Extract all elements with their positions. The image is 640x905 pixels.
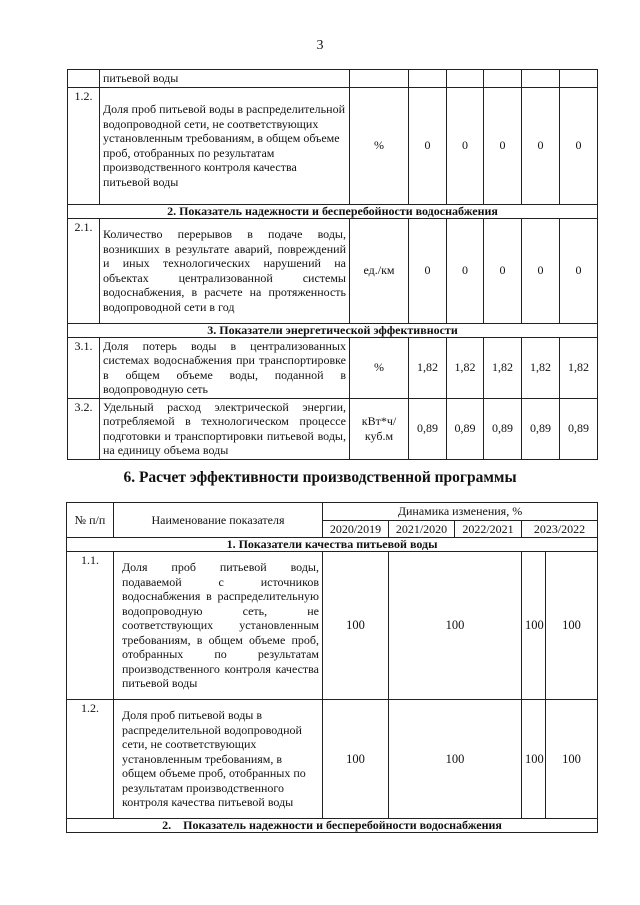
section-title: 3. Показатели энергетической эффективности <box>68 323 598 337</box>
value-cell: 0,89 <box>484 398 522 459</box>
page-number: 3 <box>316 38 324 53</box>
col-dynamics-header: Динамика изменения, % <box>323 503 598 521</box>
year-header: 2023/2022 <box>522 520 598 538</box>
value-cell: 1,82 <box>560 337 598 398</box>
value-cell: 100 <box>522 552 546 700</box>
section-title: 1. Показатели качества питьевой воды <box>67 538 598 552</box>
value-cell: 0 <box>522 218 560 323</box>
value-cell: 0 <box>409 218 447 323</box>
row-name: питьевой воды <box>100 70 350 88</box>
value-cell: 0 <box>484 218 522 323</box>
value-cell: 100 <box>546 700 598 819</box>
section-row <box>68 323 598 337</box>
row-number: 3.1. <box>68 337 100 398</box>
value-cell: 1,82 <box>522 337 560 398</box>
value-cell: 0,89 <box>522 398 560 459</box>
col-name-header: Наименование показателя <box>114 503 323 538</box>
value-cell: 0 <box>522 87 560 204</box>
year-header: 2022/2021 <box>455 520 522 538</box>
value-cell: 100 <box>522 700 546 819</box>
value-cell: 0 <box>447 87 484 204</box>
value-cell: 0,89 <box>447 398 484 459</box>
section-heading: 6. Расчет эффективности производственной программы <box>123 469 517 486</box>
table-row <box>68 70 598 88</box>
row-number: 2.1. <box>68 218 100 323</box>
value-cell: 0,89 <box>409 398 447 459</box>
value-cell: 0,89 <box>560 398 598 459</box>
row-number: 1.2. <box>68 87 100 204</box>
value-cell: 100 <box>323 552 389 700</box>
value-cell: 100 <box>389 700 522 819</box>
table-row <box>67 700 598 819</box>
row-unit: ед./км <box>350 218 409 323</box>
row-unit: кВт*ч/ куб.м <box>350 398 409 459</box>
section-row <box>67 538 598 552</box>
row-name: Доля проб питьевой воды, подаваемой с источников водоснабжения в распределительную водопроводную сеть, не соответствующих установленным требованиям, в общем объеме проб, отобранных по результатам производственного контроля качества питьевой воды <box>114 552 323 700</box>
row-name: Удельный расход электрической энергии, потребляемой в технологическом процессе подготовки и транспортировки питьевой воды, на единицу объема воды <box>100 398 350 459</box>
col-number-header: № п/п <box>67 503 114 538</box>
table-row <box>68 218 598 323</box>
value-cell: 100 <box>546 552 598 700</box>
row-name: Количество перерывов в подаче воды, возникших в результате аварий, повреждений и иных технологических нарушений на объектах централизованной системы водоснабжения, в расчете на протяженность водопроводной сети в год <box>100 218 350 323</box>
row-number: 3.2. <box>68 398 100 459</box>
table-row <box>68 398 598 459</box>
table-row <box>67 552 598 700</box>
value-cell: 100 <box>389 552 522 700</box>
row-number: 1.1. <box>67 552 114 700</box>
row-name: Доля проб питьевой воды в распределительной водопроводной сети, не соответствующих установленным требованиям, в общем объеме проб, отобранных по результатам производственного контроля качества питьевой воды <box>114 700 323 819</box>
section-title: 2. Показатель надежности и бесперебойности водоснабжения <box>67 819 598 833</box>
value-cell: 0 <box>409 87 447 204</box>
year-header: 2021/2020 <box>389 520 455 538</box>
row-name: Доля проб питьевой воды в распределительной водопроводной сети, не соответствующих установленным требованиям, в общем объеме проб, отобранных по результатам производственного контроля качества питьевой воды <box>100 87 350 204</box>
header-row <box>67 503 598 521</box>
row-number: 1.2. <box>67 700 114 819</box>
table-row <box>68 337 598 398</box>
table-row <box>68 87 598 204</box>
section-row <box>68 204 598 218</box>
row-unit: % <box>350 337 409 398</box>
value-cell: 1,82 <box>447 337 484 398</box>
value-cell: 0 <box>560 218 598 323</box>
efficiency-table <box>66 502 598 833</box>
value-cell: 1,82 <box>484 337 522 398</box>
year-header: 2020/2019 <box>323 520 389 538</box>
value-cell: 100 <box>323 700 389 819</box>
section-row <box>67 819 598 833</box>
value-cell: 0 <box>447 218 484 323</box>
value-cell: 1,82 <box>409 337 447 398</box>
value-cell: 0 <box>484 87 522 204</box>
value-cell: 0 <box>560 87 598 204</box>
row-name: Доля потерь воды в централизованных системах водоснабжения при транспортировке в общем объеме воды, поданной в водопроводную сеть <box>100 337 350 398</box>
indicators-table <box>67 69 598 460</box>
section-title: 2. Показатель надежности и бесперебойности водоснабжения <box>68 204 598 218</box>
row-unit: % <box>350 87 409 204</box>
